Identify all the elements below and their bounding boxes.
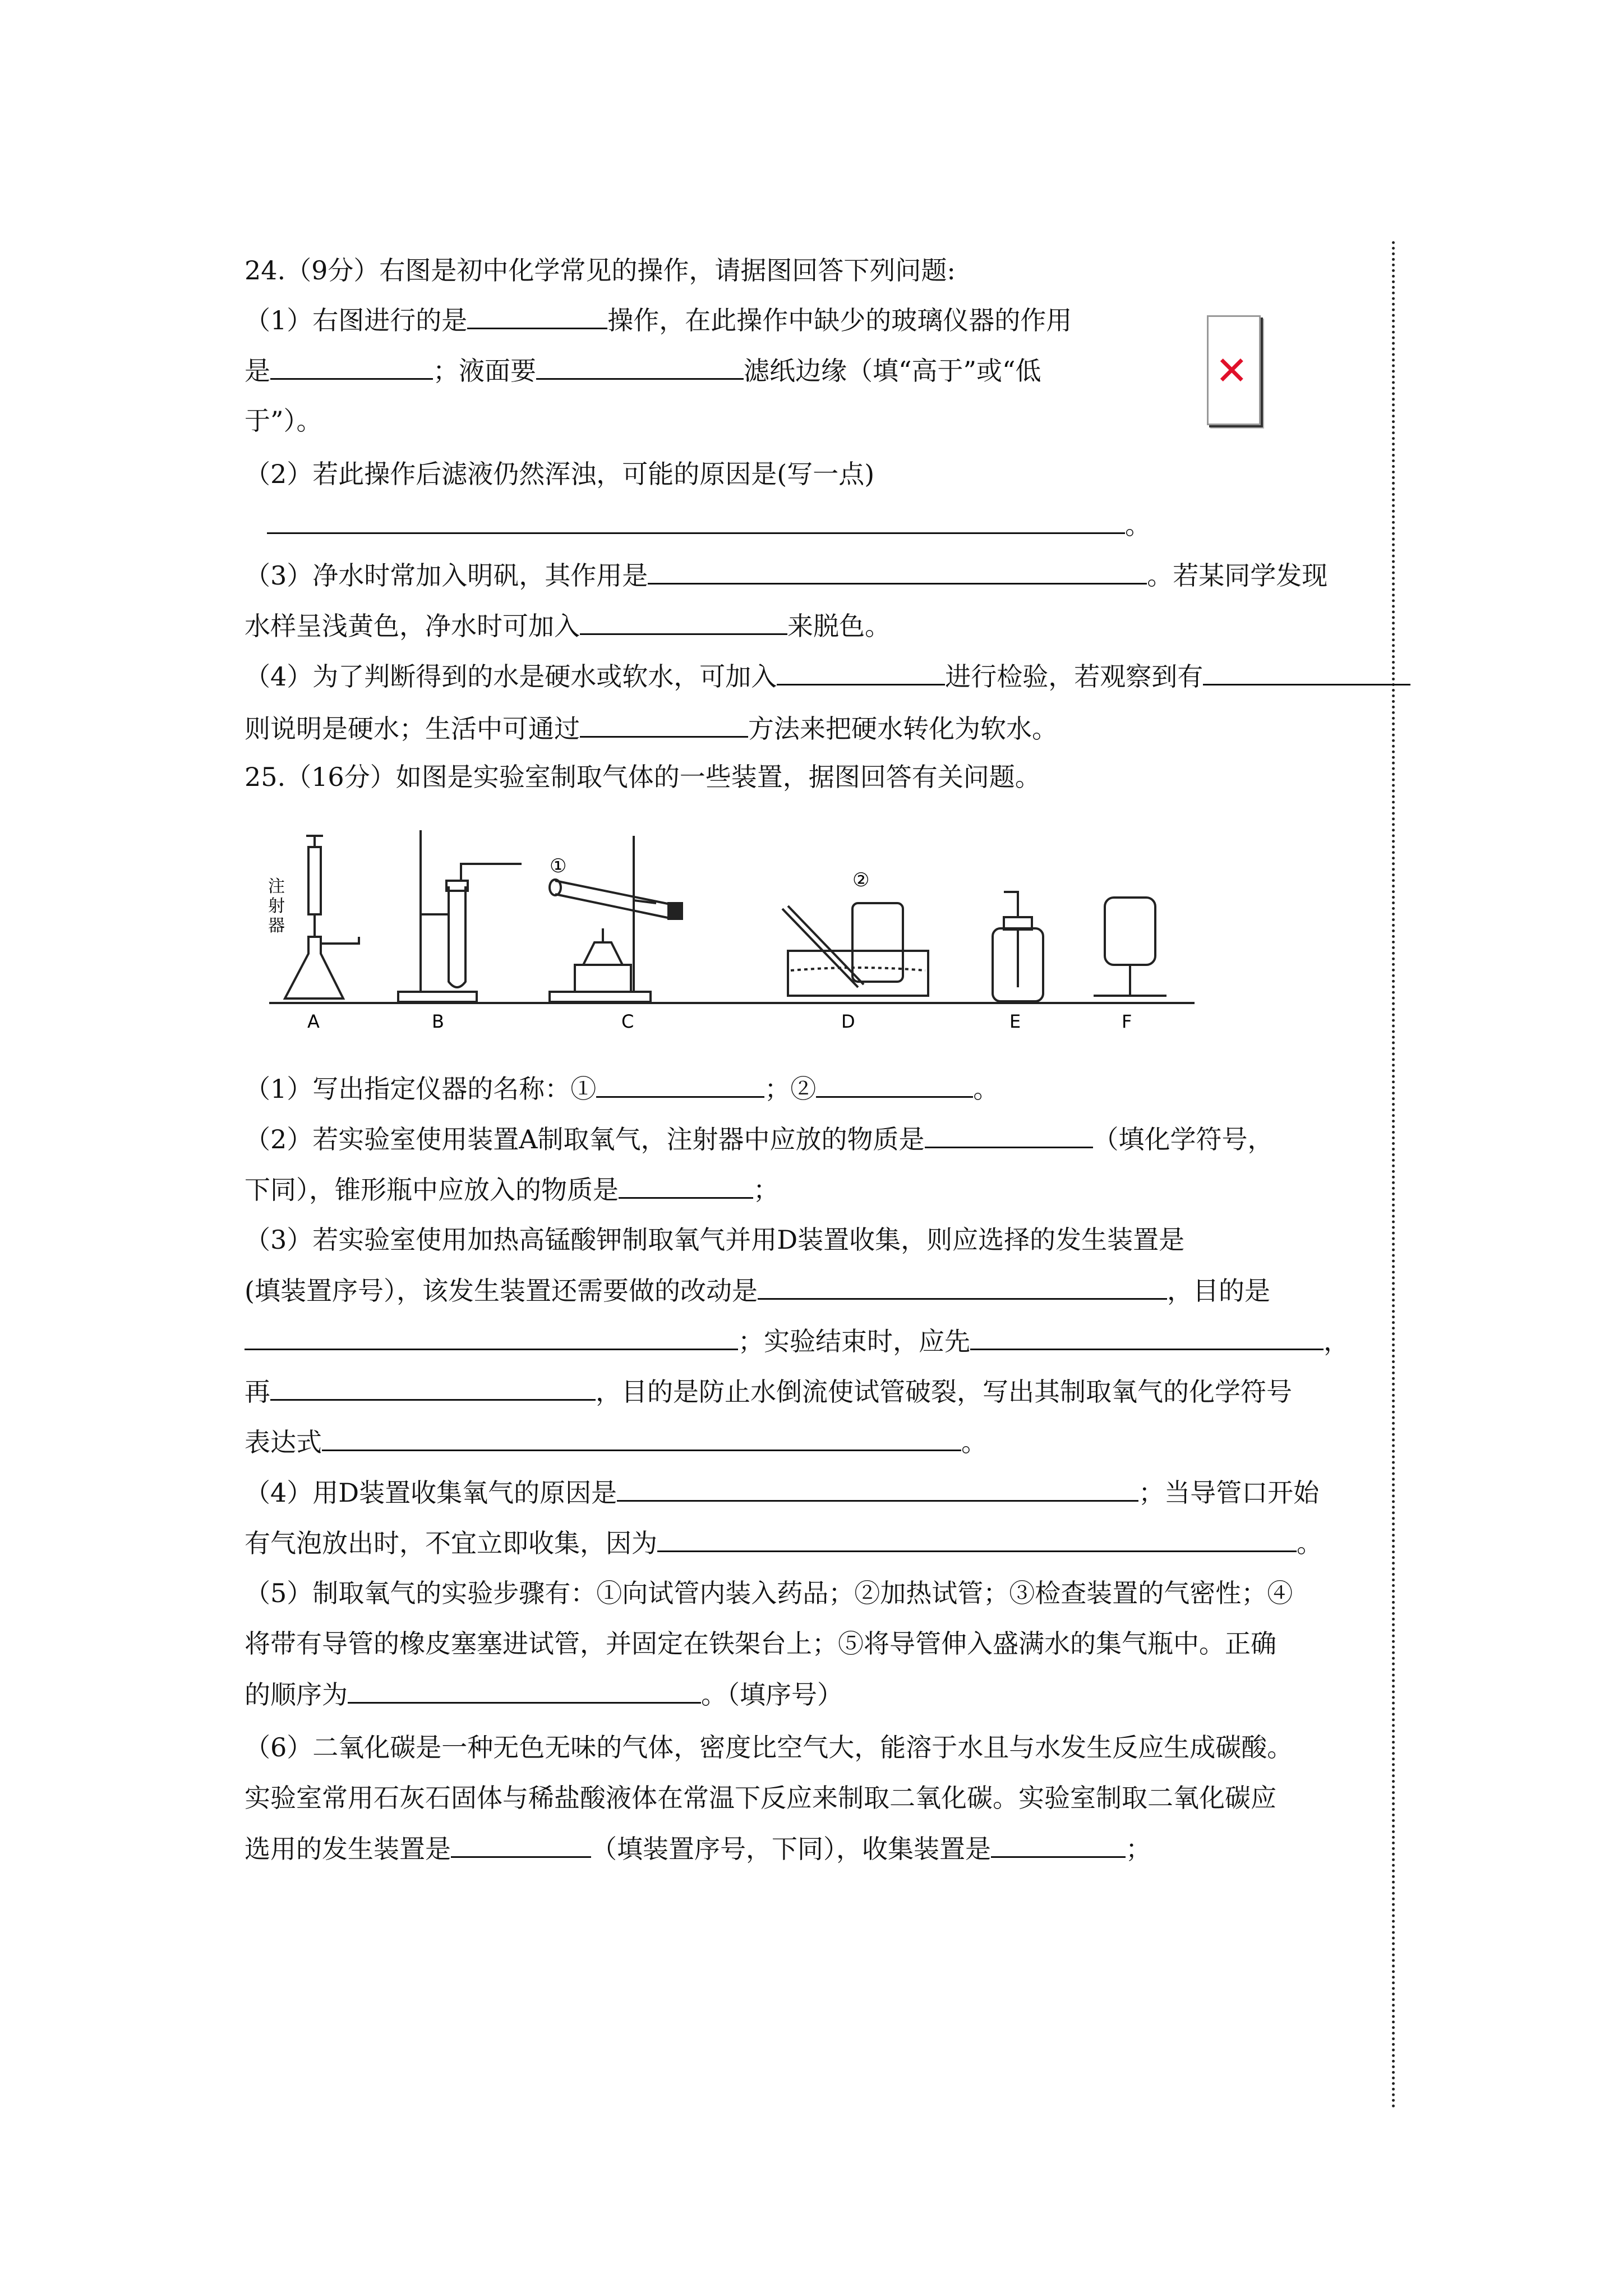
q25-line-4: （3）若实验室使用加热高锰酸钾制取氧气并用D装置收集，则应选择的发生装置是: [245, 1225, 1185, 1255]
q25-line-11: （5）制取氧气的实验步骤有：①向试管内装入药品；②加热试管；③检查装置的气密性；④: [245, 1578, 1293, 1608]
q24-line-3: 于”）。: [245, 406, 322, 436]
marker-2: ②: [852, 869, 870, 891]
q25-blank-co2-collector[interactable]: [991, 1832, 1126, 1858]
label-E: E: [1009, 1011, 1021, 1032]
q25-line-12: 将带有导管的橡皮塞塞进试管，并固定在铁架台上；⑤将导管伸入盛满水的集气瓶中。正确: [245, 1628, 1276, 1659]
q25-line-15: 实验室常用石灰石固体与稀盐酸液体在常温下反应来制取二氧化碳。实验室制取二氧化碳应: [245, 1783, 1276, 1813]
q25-blank-modification[interactable]: [758, 1273, 1167, 1300]
q24-line-2: 是 ；液面要 滤纸边缘（填“高于”或“低: [245, 353, 1041, 388]
q25-line-1: （1）写出指定仪器的名称：① ；② 。: [245, 1071, 999, 1106]
q24-line-4: （2）若此操作后滤液仍然浑浊，可能的原因是(写一点): [245, 459, 875, 489]
q25-blank-instrument-2[interactable]: [816, 1071, 973, 1098]
label-C: C: [621, 1011, 634, 1032]
q25-blank-co2-generator[interactable]: [451, 1832, 591, 1858]
q24-line-8: （4）为了判断得到的水是硬水或软水，可加入 进行检验，若观察到有: [245, 659, 1410, 693]
q25-blank-then-step[interactable]: [270, 1374, 596, 1401]
q24-blank-turbid-reason[interactable]: [267, 508, 1125, 534]
q25-blank-purpose[interactable]: [245, 1324, 738, 1350]
label-D: D: [841, 1011, 855, 1032]
q25-line-5: (填装置序号），该发生装置还需要做的改动是 ，目的是: [245, 1273, 1270, 1308]
label-B: B: [432, 1011, 444, 1032]
q25-line-6: ；实验结束时，应先 ，: [245, 1324, 1349, 1358]
q25-blank-instrument-1[interactable]: [596, 1071, 764, 1098]
q25-line-7: 再 ，目的是防止水倒流使试管破裂，写出其制取氧气的化学符号: [245, 1374, 1292, 1409]
broken-image-icon: ✕: [1207, 315, 1261, 425]
q24-blank-decolor[interactable]: [580, 609, 787, 635]
q24-blank-observation[interactable]: [1203, 659, 1410, 685]
q25-blank-collect-reason[interactable]: [617, 1475, 1138, 1502]
q25-line-16: 选用的发生装置是 （填装置序号，下同），收集装置是 ；: [245, 1832, 1151, 1866]
q24-line-7: 水样呈浅黄色，净水时可加入 来脱色。: [245, 609, 891, 643]
marker-1: ①: [550, 855, 567, 877]
q24-blank-liquid-level[interactable]: [536, 353, 744, 380]
syringe-label-2: 射: [268, 896, 285, 916]
q24-line-1: （1）右图进行的是 操作，在此操作中缺少的玻璃仪器的作用: [245, 303, 1072, 337]
q25-line-2: （2）若实验室使用装置A制取氧气，注射器中应放的物质是 （填化学符号，: [245, 1122, 1274, 1156]
q24-line-6: （3）净水时常加入明矾，其作用是 。若某同学发现: [245, 558, 1327, 592]
q24-blank-reagent[interactable]: [777, 659, 945, 685]
q25-line-14: （6）二氧化碳是一种无色无味的气体，密度比空气大，能溶于水且与水发生反应生成碳酸。: [245, 1732, 1293, 1763]
lab-apparatus-figure: [264, 825, 1206, 1049]
q25-line-3: 下同），锥形瓶中应放入的物质是 ；: [245, 1172, 779, 1207]
q25-heading: 25.（16分）如图是实验室制取气体的一些装置，据图回答有关问题。: [245, 762, 1041, 792]
q25-blank-first-step[interactable]: [970, 1324, 1324, 1350]
q24-blank-soften-method[interactable]: [580, 711, 748, 738]
q24-heading: 24.（9分）右图是初中化学常见的操作，请据图回答下列问题:: [245, 255, 956, 286]
syringe-label-3: 器: [268, 916, 285, 936]
label-A: A: [307, 1011, 320, 1032]
q24-blank-operation[interactable]: [467, 303, 607, 329]
q25-blank-syringe-substance[interactable]: [925, 1122, 1093, 1148]
binding-margin-dotted-line: [1392, 241, 1395, 2109]
q24-line-5: 。: [245, 508, 1151, 542]
syringe-label-1: 注: [268, 877, 285, 896]
q25-line-13: 的顺序为 。（填序号）: [245, 1677, 843, 1711]
label-F: F: [1122, 1011, 1132, 1032]
q24-line-9: 则说明是硬水；生活中可通过 方法来把硬水转化为软水。: [245, 711, 1058, 746]
q25-blank-equation[interactable]: [322, 1425, 961, 1451]
q25-line-9: （4）用D装置收集氧气的原因是 ；当导管口开始: [245, 1475, 1319, 1510]
q25-blank-step-order[interactable]: [348, 1677, 701, 1704]
q25-line-8: 表达式 。: [245, 1425, 987, 1459]
q24-blank-alum-effect[interactable]: [648, 558, 1147, 585]
q25-blank-bubble-reason[interactable]: [657, 1526, 1297, 1552]
q24-blank-instrument-role[interactable]: [270, 353, 433, 380]
q25-blank-flask-substance[interactable]: [619, 1172, 753, 1199]
q25-line-10: 有气泡放出时，不宜立即收集，因为 。: [245, 1526, 1322, 1560]
